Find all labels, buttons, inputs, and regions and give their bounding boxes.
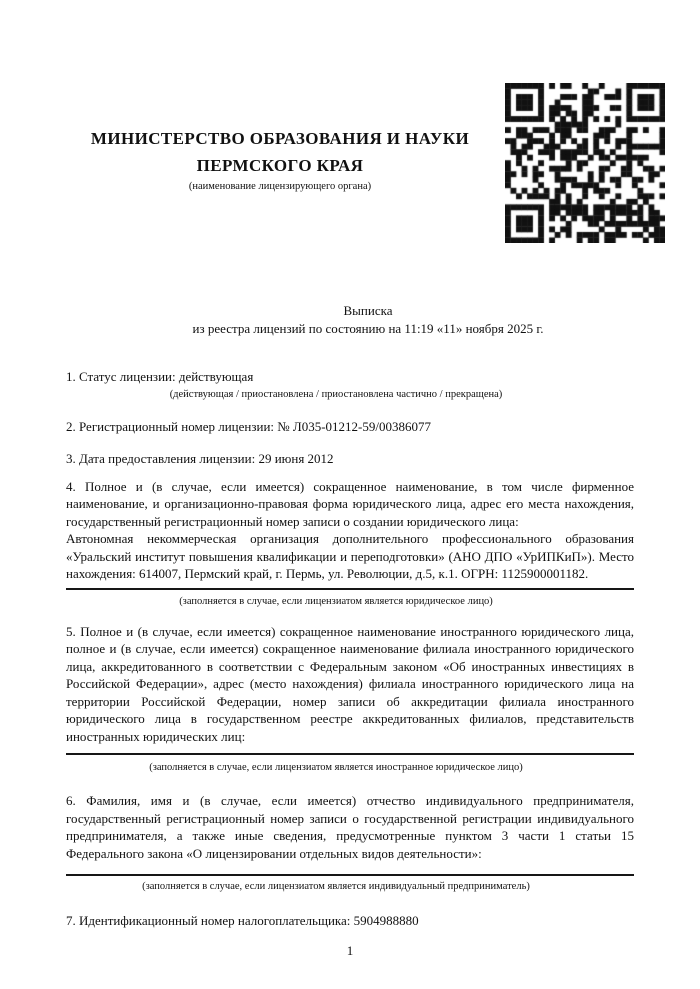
authority-name-line1: МИНИСТЕРСТВО ОБРАЗОВАНИЯ И НАУКИ [90,129,470,148]
authority-caption: (наименование лицензирующего органа) [188,181,372,192]
item-6-entrepreneur-heading: 6. Фамилия, имя и (в случае, если имеется) отчество индивидуального предпринимателя, государственный регистрационный номер записи о государственной регистрации индивидуального предпринимателя, а также иные сведения, предусмотренные пунктом 3 части 1 статьи 15 Федерального закона «О лицензировании отдельных видов деятельности»: [66,793,634,861]
item-1-status-options-caption: (действующая / приостановлена / приостановлена частично / прекращена) [169,388,503,400]
item-4-legal-entity-heading: 4. Полное и (в случае, если имеется) сокращенное наименование, в том числе фирменное наименование, и организационно-правовая форма юридического лица, адрес его места нахождения, государственный регистрационный номер записи о создании юридического лица: [66,478,634,529]
document-title [66,302,634,337]
issuing-authority-header [66,125,494,193]
separator-line-entrepreneur [66,874,634,876]
item-4-legal-entity-value: Автономная некоммерческая организация дополнительного профессионального образования «Уральский институт повышения квалификации и переподготовки» (АНО ДПО «УрИПКиП»). Место нахождения: 614007, Пермский край, г. Пермь, ул. Революции, д.5, к.1. ОГРН: 1125900001182. [66,531,634,581]
separator-line-foreign-entity [66,753,634,755]
item-6-caption: (заполняется в случае, если лицензиатом является индивидуальный предприниматель) [142,881,530,892]
item-4-caption: (заполняется в случае, если лицензиатом является юридическое лицо) [179,595,493,607]
item-5-caption: (заполняется в случае, если лицензиатом является иностранное юридическое лицо) [149,762,523,773]
item-1-license-status: 1. Статус лицензии: действующая [66,369,254,384]
item-7-taxpayer-id: 7. Идентификационный номер налогоплательщика: 5904988880 [66,913,419,928]
qr-code [505,83,665,243]
item-5-foreign-entity-heading: 5. Полное и (в случае, если имеется) сокращенное наименование иностранного юридического лица, полное и (в случае, если имеется) сокращенное наименование филиала иностранного юридического лица, аккредитованного в соответствии с Федеральным законом «Об иностранных инвестициях в Российской Федерации», адрес (место нахождения) филиала иностранного юридического лица на территории Российской Федерации, номер записи об аккредитации филиала иностранного юридического лица в государственном реестре аккредитованных филиалов, представительств иностранных юридических лиц: [66,623,634,744]
document-title-line1: Выписка [343,303,393,318]
item-2-registration-number: 2. Регистрационный номер лицензии: № Л035-01212-59/00386077 [66,418,432,434]
separator-line-legal-entity [66,588,634,590]
authority-name-line2: ПЕРМСКОГО КРАЯ [196,156,364,175]
item-3-grant-date: 3. Дата предоставления лицензии: 29 июня 2012 [66,451,334,466]
document-title-date-line: из реестра лицензий по состоянию на 11:19 «11» ноября 2025 г. [192,320,544,336]
page-number: 1 [346,942,354,958]
